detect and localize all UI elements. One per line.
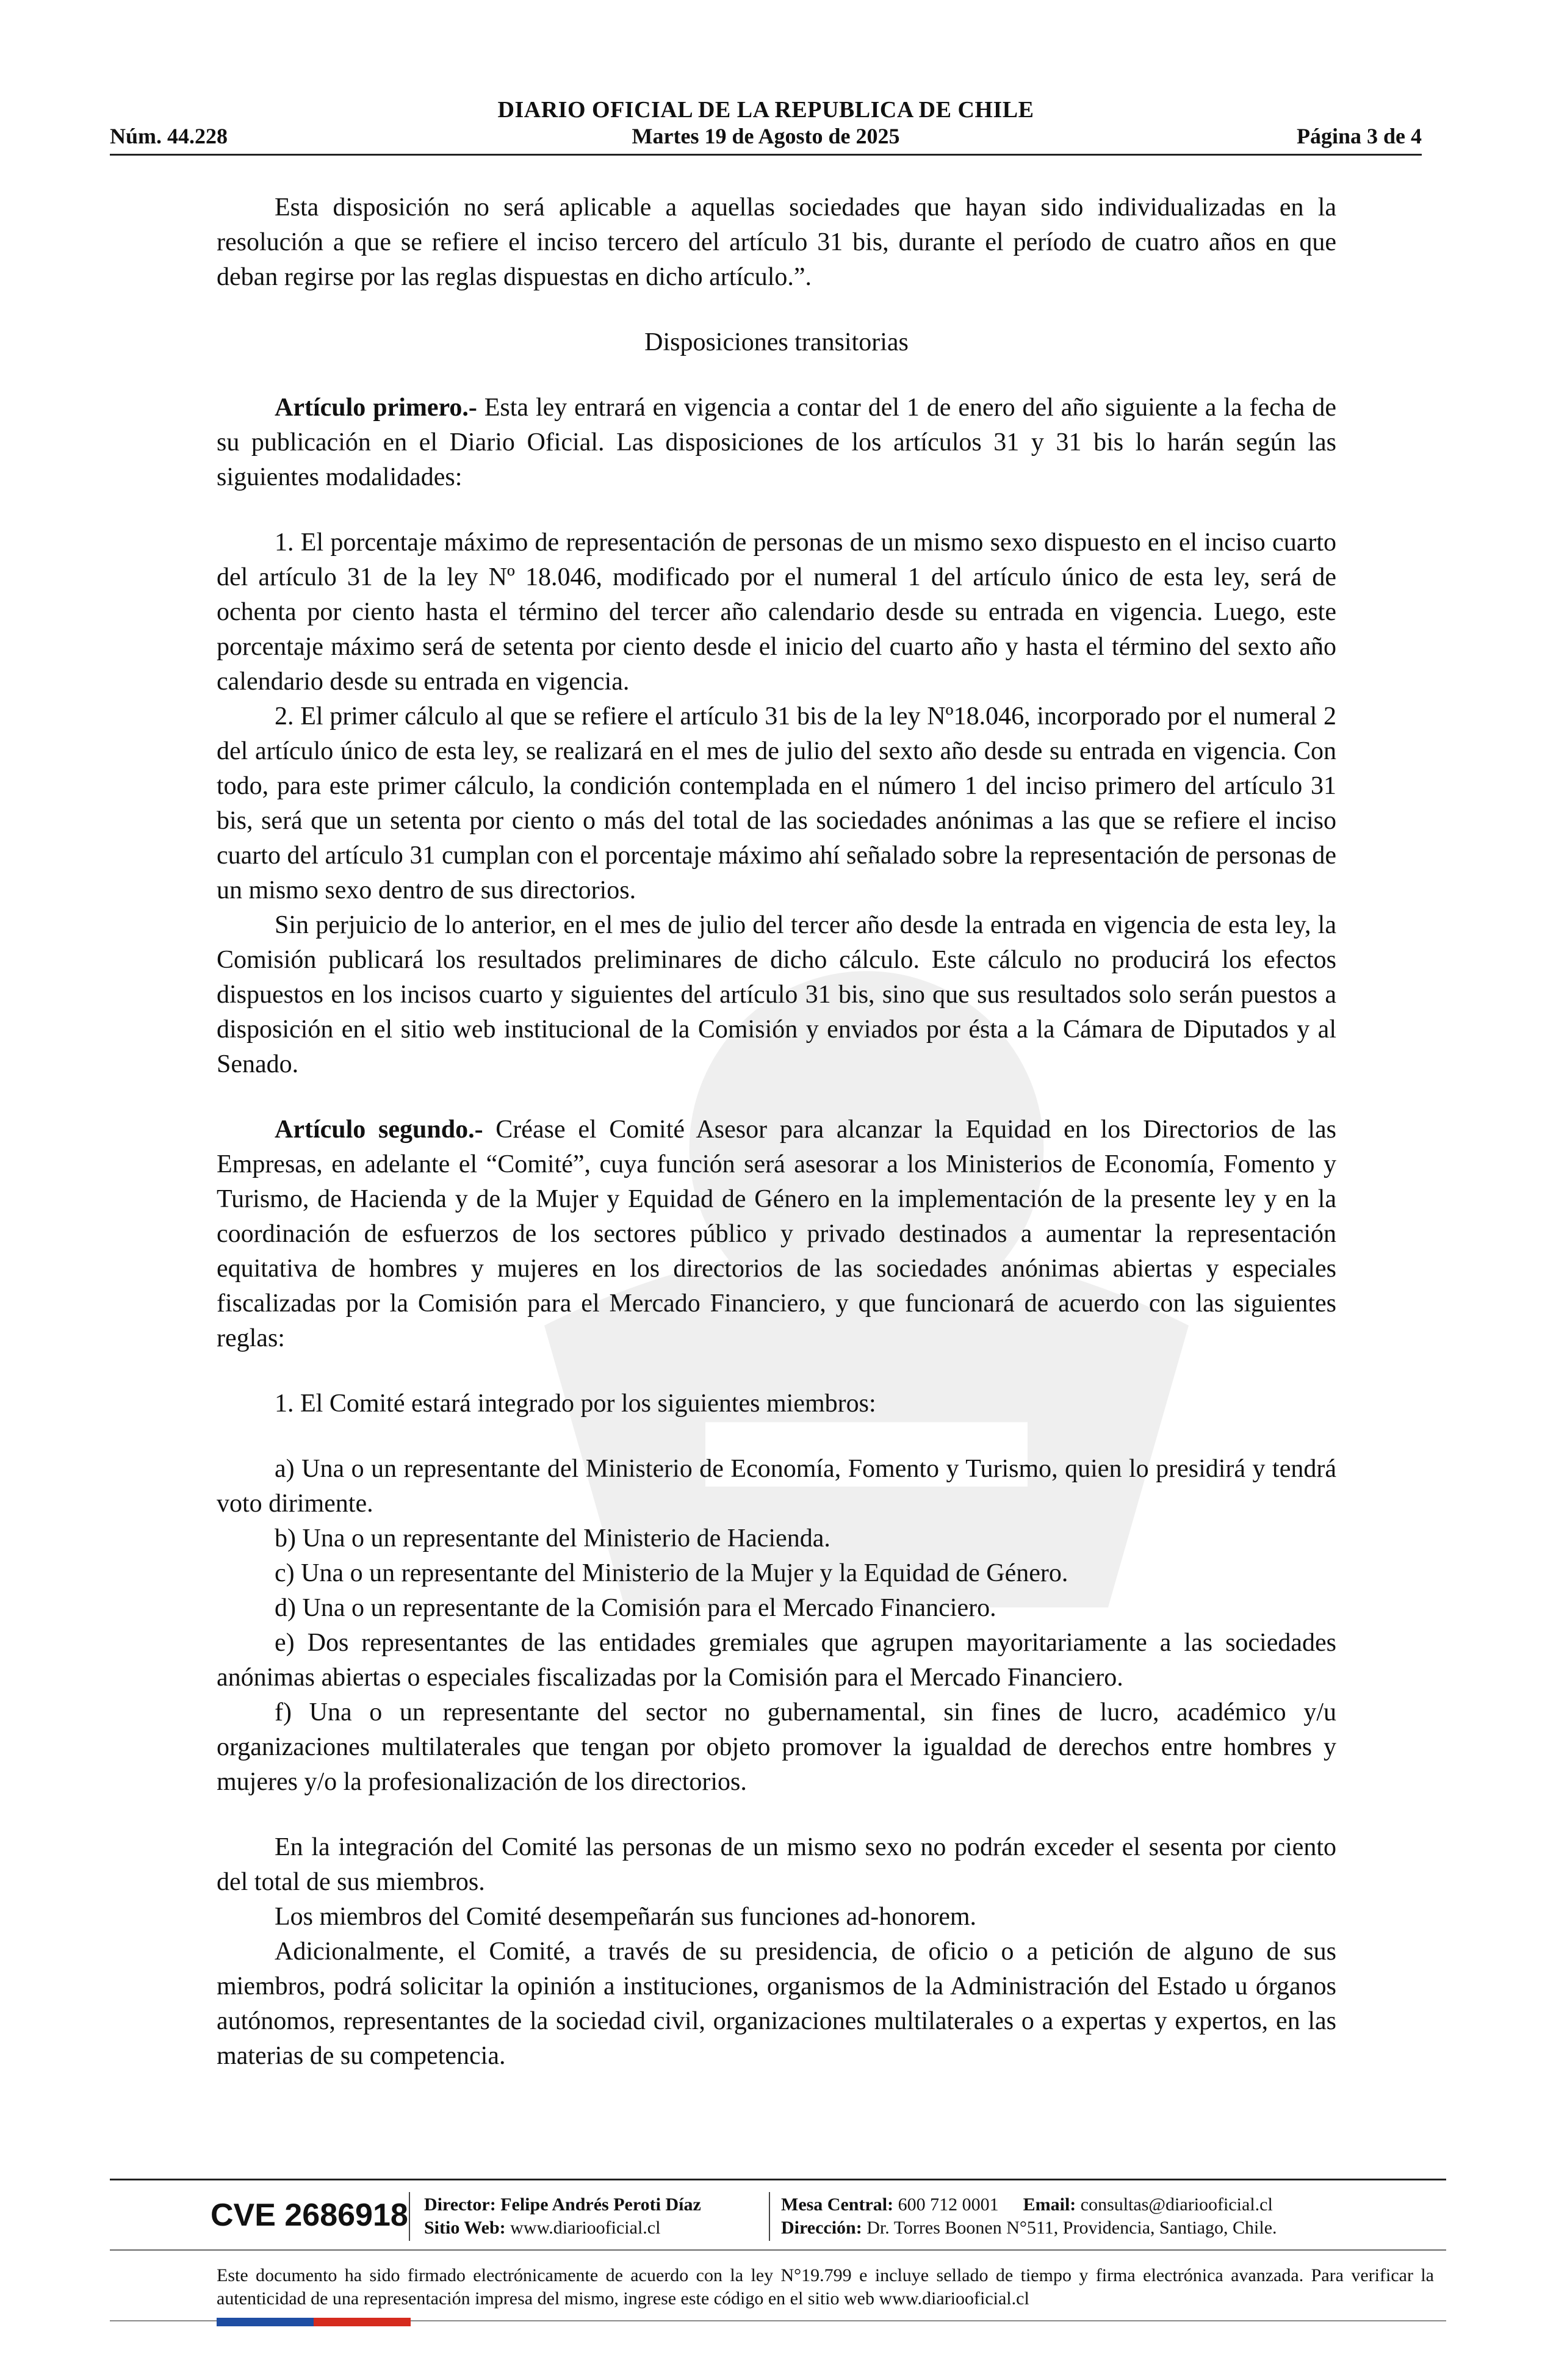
web-label: Sitio Web: — [424, 2218, 506, 2238]
signature-note: Este documento ha sido firmado electrónicamente de acuerdo con la ley N°19.799 e incluye sellado de tiempo y firma electrónica avanzada. Para verificar la autenticidad de una representación impresa del mismo, ingrese este código en el sitio web www.diariooficial.cl — [217, 2265, 1434, 2309]
footer-divider-top — [110, 2179, 1446, 2180]
header-divider — [110, 154, 1422, 156]
member-f: f) Una o un representante del sector no gubernamental, sin fines de lucro, académico y/u organizaciones multilaterales que tengan por objeto promover la igualdad de derechos entre hombres y mujeres y/o la profesionalización de los directorios. — [217, 1698, 1336, 1796]
email-label: Email: — [1023, 2194, 1076, 2215]
email-link[interactable]: consultas@diariooficial.cl — [1076, 2194, 1273, 2215]
article-segundo — [217, 1112, 1336, 1356]
member-d: d) Una o un representante de la Comisión para el Mercado Financiero. — [275, 1594, 996, 1622]
paragraph-disposicion: Esta disposición no será aplicable a aquellas sociedades que hayan sido individualizadas en la resolución a que se refiere el inciso tercero del artículo 31 bis, durante el período de cuatro años en que deban regirse por las reglas dispuestas en dicho artículo.”. — [217, 193, 1336, 291]
header-info-row — [110, 123, 1422, 154]
list-item-1: 1. El porcentaje máximo de representación de personas de un mismo sexo dispuesto en el inciso cuarto del artículo 31 de la ley Nº 18.046, modificado por el numeral 1 del artículo único de esta ley, será de ochenta por ciento hasta el término del tercer año calendario desde su entrada en vigencia. Luego, este porcentaje máximo será de setenta por ciento desde el inicio del cuarto año y hasta el término del sexto año calendario desde su entrada en vigencia. — [217, 528, 1336, 696]
footer-contact-column — [781, 2193, 1277, 2240]
cve-code: CVE 2686918 — [211, 2198, 408, 2233]
article-primero-title: Artículo primero.- — [275, 394, 477, 422]
comite-rule-1: 1. El Comité estará integrado por los siguientes miembros: — [275, 1390, 876, 1418]
document-body — [217, 190, 1336, 2074]
article-segundo-text: Créase el Comité Asesor para alcanzar la Equidad en los Directorios de las Empresas, en adelante el “Comité”, cuya función será asesorar a los Ministerios de Economía, Fomento y Turismo, de Hacienda y de la Mujer y Equidad de Género en la implementación de la presente ley y en la coordinación de esfuerzos de los sectores público y privado destinados a aumentar la representación equitativa de hombres y mujeres en los directorios de las sociedades anónimas abiertas y especiales fiscalizadas por la Comisión para el Mercado Financiero, y que funcionará de acuerdo con las siguientes reglas: — [217, 1116, 1336, 1352]
flag-stripe — [217, 2318, 411, 2326]
flag-stripe-red — [314, 2318, 411, 2326]
paragraph-ad-honorem: Los miembros del Comité desempeñarán sus funciones ad-honorem. — [275, 1903, 977, 1931]
article-primero-text: Esta ley entrará en vigencia a contar del 1 de enero del año siguiente a la fecha de su publicación en el Diario Oficial. Las disposiciones de los artículos 31 y 31 bis lo harán según las siguientes modalidades: — [217, 394, 1336, 491]
issue-date: Martes 19 de Agosto de 2025 — [632, 124, 900, 148]
paragraph-sin-perjuicio: Sin perjuicio de lo anterior, en el mes de julio del tercer año desde la entrada en vigencia de esta ley, la Comisión publicará los resultados preliminares de dicho cálculo. Este cálculo no producirá los efectos dispuestos en los incisos cuarto y siguientes del artículo 31 bis, sino que sus resultados solo serán puestos a disposición en el sitio web institucional de la Comisión y enviados por ésta a la Cámara de Diputados y al Senado. — [217, 911, 1336, 1078]
paragraph-adicionalmente: Adicionalmente, el Comité, a través de su presidencia, de oficio o a petición de alguno de sus miembros, podrá solicitar la opinión a instituciones, organismos de la Administración del Estado u órganos autónomos, representantes de la sociedad civil, organizaciones multilaterales o a expertas y expertos, en las materias de su competencia. — [217, 1938, 1336, 2070]
footer-divider-mid — [110, 2249, 1446, 2251]
direccion-label: Dirección: — [781, 2218, 862, 2238]
newspaper-title: DIARIO OFICIAL DE LA REPUBLICA DE CHILE — [497, 97, 1034, 123]
footer-director-column — [424, 2193, 701, 2240]
section-heading-transitorias: Disposiciones transitorias — [644, 328, 909, 356]
page-indicator: Página 3 de 4 — [1296, 124, 1422, 148]
article-segundo-title: Artículo segundo.- — [275, 1116, 483, 1144]
footer-separator — [409, 2192, 410, 2241]
web-link[interactable]: www.diariooficial.cl — [505, 2218, 661, 2238]
footer-separator — [769, 2192, 770, 2241]
mesa-label: Mesa Central: — [781, 2194, 894, 2215]
director-label: Director: — [424, 2194, 496, 2215]
member-e: e) Dos representantes de las entidades gremiales que agrupen mayoritariamente a las sociedades anónimas abiertas o especiales fiscalizadas por la Comisión para el Mercado Financiero. — [217, 1629, 1336, 1692]
member-a: a) Una o un representante del Ministerio de Economía, Fomento y Turismo, quien lo presidirá y tendrá voto dirimente. — [217, 1455, 1336, 1518]
direccion-value: Dr. Torres Boonen N°511, Providencia, Santiago, Chile. — [862, 2218, 1277, 2238]
member-b: b) Una o un representante del Ministerio de Hacienda. — [275, 1524, 830, 1552]
issue-number: Núm. 44.228 — [110, 124, 228, 148]
paragraph-integracion: En la integración del Comité las personas de un mismo sexo no podrán exceder el sesenta por ciento del total de sus miembros. — [217, 1833, 1336, 1896]
director-value: Felipe Andrés Peroti Díaz — [495, 2194, 701, 2215]
list-item-2: 2. El primer cálculo al que se refiere el artículo 31 bis de la ley Nº18.046, incorporado por el numeral 2 del artículo único de esta ley, se realizará en el mes de julio del sexto año desde su entrada en vigencia. Con todo, para este primer cálculo, la condición contemplada en el número 1 del inciso primero del artículo 31 bis, será que un setenta por ciento o más del total de las sociedades anónimas a las que se refiere el inciso cuarto del artículo 31 cumplan con el porcentaje máximo ahí señalado sobre la representación de personas de un mismo sexo dentro de sus directorios. — [217, 702, 1336, 904]
mesa-value: 600 712 0001 — [893, 2194, 999, 2215]
flag-stripe-blue — [217, 2318, 314, 2326]
article-primero — [217, 391, 1336, 495]
member-c: c) Una o un representante del Ministerio de la Mujer y la Equidad de Género. — [275, 1559, 1068, 1587]
